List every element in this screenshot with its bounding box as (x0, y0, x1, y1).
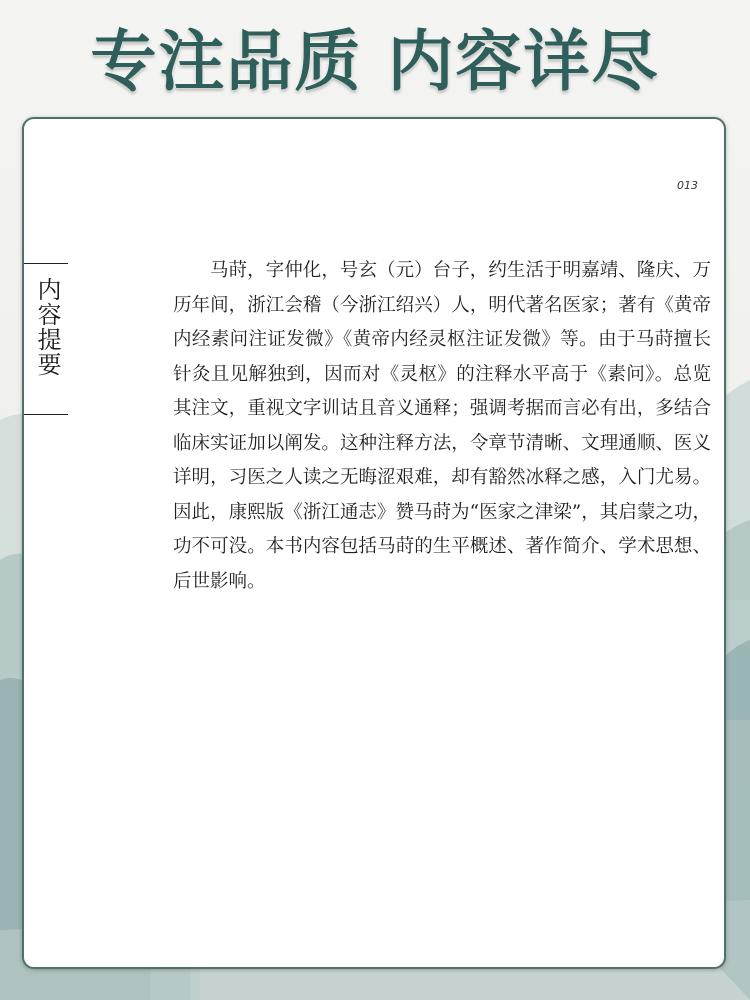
book-page-card (22, 117, 726, 969)
side-heading-top-rule (24, 263, 68, 264)
banner-title: 专注品质 内容详尽 (90, 23, 660, 100)
side-heading-text: 内容提要 (33, 277, 61, 377)
summary-paragraph: 马莳，字仲化，号玄（元）台子，约生活于明嘉靖、隆庆、万历年间，浙江会稽（今浙江绍兴）人，明代著名医家；著有《黄帝内经素问注证发微》《黄帝内经灵枢注证发微》等。由于马莳擅长针灸且见解独到，因而对《灵枢》的注释水平高于《素问》。总览其注文，重视文字训诂且音义通释；强调考据而言必有出，多结合临床实证加以阐发。这种注释方法，令章节清晰、文理通顺、医义详明，习医之人读之无晦涩艰难，却有豁然冰释之感，入门尤易。因此，康熙版《浙江通志》赞马莳为“医家之津梁”，其启蒙之功，功不可没。本书内容包括马莳的生平概述、著作简介、学术思想、后世影响。 (173, 260, 711, 592)
side-heading-bottom-rule (24, 414, 68, 415)
side-heading (24, 263, 68, 415)
page-number: 013 (677, 179, 698, 192)
